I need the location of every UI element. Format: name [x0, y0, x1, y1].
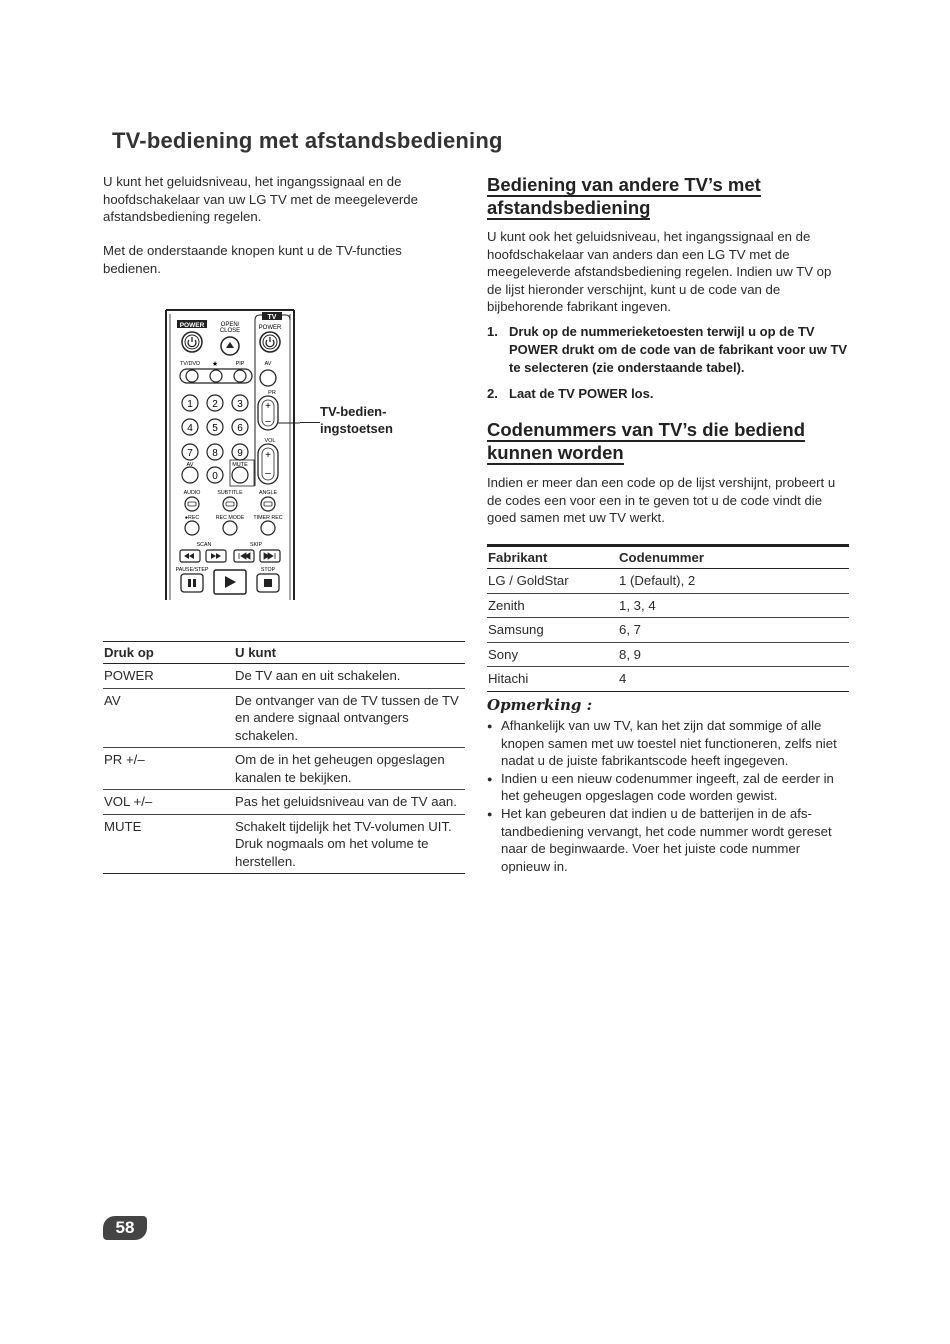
remote-skip-label: SKIP — [249, 542, 263, 548]
remote-rec-mode-label: REC MODE — [215, 515, 245, 521]
table-cell: 8, 9 — [618, 642, 849, 667]
remote-star-label: ★ — [211, 361, 219, 368]
table-row — [487, 642, 849, 667]
remote-power-label: POWER — [179, 322, 205, 329]
remote-open-label: OPEN/ — [220, 322, 240, 328]
notes-list — [487, 717, 849, 875]
table-row — [103, 790, 465, 815]
digit-6-label: 6 — [237, 423, 243, 434]
table-row — [103, 688, 465, 748]
step-text: Laat de TV POWER los. — [509, 386, 654, 401]
remote-pip-label: PIP — [235, 361, 245, 367]
av2-button[interactable] — [182, 467, 198, 483]
digit-1-label: 1 — [187, 399, 193, 410]
angle-button[interactable] — [261, 497, 275, 511]
note-title: Opmerking : — [487, 696, 593, 714]
table-cell: LG / GoldStar — [487, 569, 618, 594]
subtitle-button[interactable] — [223, 497, 237, 511]
digit-3-label: 3 — [237, 399, 243, 410]
list-item: ● Indien u een nieuw codenummer ingeeft, zal de eerder in het geheugen opgeslagen code worden gewist. — [487, 770, 849, 805]
tv-buttons-label — [320, 403, 393, 437]
page-title: TV-bediening met afstandsbediening — [112, 128, 503, 153]
column-header: Druk op — [103, 642, 234, 664]
section-heading-other-tvs-text: Bediening van andere TV’s met afstandsbediening — [487, 174, 761, 218]
section-heading-codes-text: Codenummers van TV’s die bediend kunnen worden — [487, 419, 805, 463]
scan-rewind-button[interactable] — [180, 550, 200, 562]
list-item — [487, 323, 849, 377]
steps-list — [487, 323, 849, 411]
list-item: ● Afhankelijk van uw TV, kan het zijn dat sommige of alle knopen samen met uw toestel niet functioneren, zelfs niet nadat u de juiste fabrikantscode heeft ingegeven. — [487, 717, 849, 770]
av-button[interactable] — [260, 370, 276, 386]
stop-button[interactable] — [257, 574, 279, 592]
tv-function-table — [103, 641, 465, 874]
remote-subtitle-label: SUBTITLE — [217, 490, 243, 496]
intro-paragraph-2: Met de onderstaande knopen kunt u de TV-functies bedienen. — [103, 243, 402, 276]
remote-tvdvd-label: TV/DVD — [179, 361, 201, 367]
remote-pr-label: PR — [268, 390, 276, 396]
codes-paragraph: Indien er meer dan een code op de lijst vershijnt, probeert u de codes een voor een in te geven tot u de code vindt die goed samen met uw TV werkt. — [487, 475, 836, 525]
list-item: ● Het kan gebeuren dat indien u de batterijen in de afs-tandbediening vervangt, het code nummer wordt gereset naar de beginwaarde. Voer het juiste code nummer opnieuw in. — [487, 805, 849, 875]
table-row — [487, 593, 849, 618]
list-item — [487, 385, 849, 403]
vol-rocker-button[interactable] — [258, 444, 278, 484]
table-row — [103, 814, 465, 874]
table-cell: VOL +/– — [103, 790, 234, 815]
table-cell: 1 (Default), 2 — [618, 569, 849, 594]
svg-text:–: – — [265, 416, 271, 427]
leader-line — [300, 422, 320, 423]
skip-back-button[interactable] — [234, 550, 254, 562]
power-button[interactable] — [182, 332, 202, 352]
mute-button[interactable] — [232, 467, 248, 483]
rec-button[interactable] — [185, 521, 199, 535]
remote-timer-rec-label: TIMER REC — [253, 515, 283, 521]
svg-text:–: – — [265, 468, 271, 479]
number-keypad — [182, 395, 248, 483]
other-tvs-paragraph: U kunt ook het geluidsniveau, het ingangssignaal en de hoofdschakelaar van anders dan een LG TV met de meegeleverde afstandsbediening regelen. Indien uw TV op de lijst hieronder verschijnt, kunt u de code van de bijbehorende fabrikant ingeven. — [487, 229, 832, 314]
table-cell: Pas het geluidsniveau van de TV aan. — [234, 790, 465, 815]
column-header: U kunt — [234, 642, 465, 664]
tv-buttons-label-line-1: TV-bedien- — [320, 404, 387, 419]
svg-text:+: + — [265, 401, 271, 412]
page-number: 58 — [103, 1216, 147, 1240]
rec-mode-button[interactable] — [223, 521, 237, 535]
table-cell: De TV aan en uit schakelen. — [234, 664, 465, 689]
timer-rec-button[interactable] — [261, 521, 275, 535]
digit-2-label: 2 — [212, 399, 218, 410]
table-cell: 1, 3, 4 — [618, 593, 849, 618]
code-number-table — [487, 544, 849, 692]
remote-vol-label: VOL — [264, 438, 276, 444]
section-heading-other-tvs — [487, 173, 847, 219]
table-cell: Om de in het geheugen opgeslagen kanalen te bekijken. — [234, 748, 465, 790]
remote-close-label: CLOSE — [219, 328, 241, 334]
table-cell: PR +/– — [103, 748, 234, 790]
table-cell: POWER — [103, 664, 234, 689]
tv-buttons-label-line-2: ingstoetsen — [320, 421, 393, 436]
remote-audio-label: AUDIO — [183, 490, 201, 496]
table-header-row — [103, 642, 465, 664]
table-row — [487, 667, 849, 692]
table-cell: Zenith — [487, 593, 618, 618]
pr-rocker-button[interactable] — [258, 396, 278, 430]
step-text: Druk op de nummerieketoesten terwijl u op de TV POWER drukt om de code van de fabrikant voor uw TV te selecteren (zie onderstaande tabel). — [509, 324, 848, 375]
pause-button[interactable] — [181, 574, 203, 592]
section-heading-codes — [487, 418, 847, 464]
tvdvd-pip-button-row[interactable] — [180, 369, 252, 383]
table-row — [103, 748, 465, 790]
remote-control-illustration — [160, 306, 300, 600]
digit-7-label: 7 — [187, 448, 193, 459]
skip-forward-button[interactable] — [260, 550, 280, 562]
intro-paragraph-1: U kunt het geluidsniveau, het ingangssignaal en de hoofdschakelaar van uw LG TV met de meegeleverde afstandsbediening regelen. — [103, 174, 418, 224]
remote-rec-label: ●REC — [184, 515, 200, 521]
remote-pause-label: PAUSE/STEP — [175, 567, 209, 573]
digit-0-label: 0 — [212, 471, 218, 482]
svg-text:+: + — [265, 450, 271, 461]
table-cell: 4 — [618, 667, 849, 692]
digit-4-label: 4 — [187, 423, 193, 434]
remote-av2-label: AV — [186, 462, 194, 468]
table-row — [103, 664, 465, 689]
audio-button[interactable] — [185, 497, 199, 511]
digit-5-label: 5 — [212, 423, 218, 434]
table-cell: Samsung — [487, 618, 618, 643]
table-cell: De ontvanger van de TV tussen de TV en andere signaal ontvangers schakelen. — [234, 688, 465, 748]
table-row — [487, 569, 849, 594]
digit-8-label: 8 — [212, 448, 218, 459]
table-cell: MUTE — [103, 814, 234, 874]
column-header: Codenummer — [618, 546, 849, 569]
remote-angle-label: ANGLE — [259, 490, 277, 496]
remote-tv-label: TV — [267, 314, 277, 321]
remote-stop-label: STOP — [260, 567, 276, 573]
scan-forward-button[interactable] — [206, 550, 226, 562]
column-header: Fabrikant — [487, 546, 618, 569]
tv-power-button[interactable] — [260, 332, 280, 352]
digit-9-label: 9 — [237, 448, 243, 459]
remote-tv-power-label: POWER — [258, 325, 282, 331]
play-button[interactable] — [214, 570, 246, 594]
table-row — [487, 618, 849, 643]
table-cell: AV — [103, 688, 234, 748]
remote-scan-label: SCAN — [196, 542, 212, 548]
table-cell: Sony — [487, 642, 618, 667]
step-number: 2. — [487, 386, 498, 401]
table-cell: 6, 7 — [618, 618, 849, 643]
table-cell: Schakelt tijdelijk het TV-volumen UIT. Druk nogmaals om het volume te herstellen. — [234, 814, 465, 874]
remote-av-label: AV — [264, 361, 272, 367]
table-header-row — [487, 546, 849, 569]
table-cell: Hitachi — [487, 667, 618, 692]
open-close-button[interactable] — [221, 337, 239, 355]
remote-mute-label: MUTE — [232, 462, 248, 468]
step-number: 1. — [487, 324, 498, 339]
